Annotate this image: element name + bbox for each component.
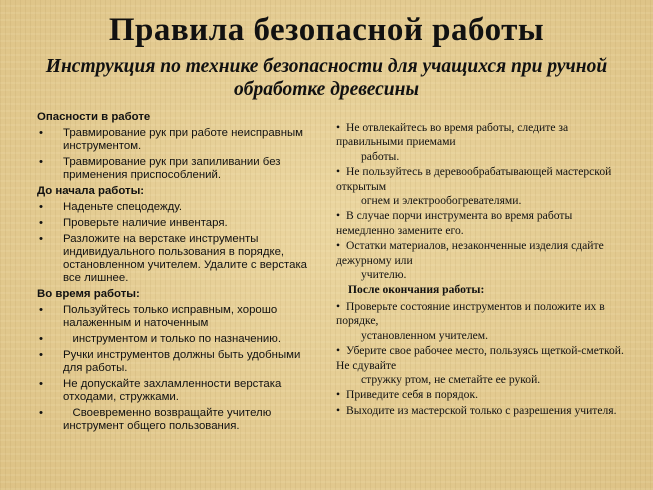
list-item	[37, 156, 317, 182]
bullet-list	[37, 304, 317, 433]
bullet-icon: •	[39, 349, 43, 361]
bullet-icon: •	[39, 333, 43, 345]
bullet-icon: •	[336, 403, 341, 417]
list-item-continuation: установленном учителем.	[361, 328, 488, 342]
list-item-text: Выходите из мастерской только с разрешения учителя.	[346, 403, 617, 417]
list-item-text: Приведите себя в порядок.	[346, 388, 478, 402]
bullet-icon: •	[39, 233, 43, 245]
list-item	[336, 209, 630, 238]
page-title: Правила безопасной работы	[108, 12, 545, 48]
bullet-icon: •	[39, 127, 43, 139]
list-item-text: Наденьте спецодежду.	[63, 201, 182, 213]
list-item-text: Травмирование рук при запиливании без применения приспособлений.	[63, 156, 284, 181]
list-item	[37, 304, 317, 330]
bullet-icon: •	[39, 304, 43, 316]
list-item-text: Не отвлекайтесь во время работы, следите за правильными приемами	[336, 121, 569, 149]
list-item	[37, 217, 317, 230]
list-item	[336, 344, 630, 387]
bullet-icon: •	[336, 121, 341, 134]
list-item-text: Своевременно возвращайте учителю инструмент общего пользования.	[63, 407, 275, 432]
right-column	[336, 121, 630, 419]
list-item-text: инструментом и только по назначению.	[63, 333, 282, 345]
list-item-text: Пользуйтесь только исправным, хорошо налаженным и наточенным	[63, 304, 281, 329]
list-item	[37, 233, 317, 285]
bullet-icon: •	[39, 156, 43, 168]
section-heading: Во время работы:	[37, 288, 140, 300]
list-item	[37, 349, 317, 375]
list-item	[336, 121, 630, 164]
list-item	[37, 378, 317, 404]
list-item	[336, 388, 630, 402]
page-subtitle: Инструкция по технике безопасности для учащихся при ручной обработке древесины	[45, 56, 608, 100]
list-item-text: Уберите свое рабочее место, пользуясь щеткой-сметкой. Не сдувайте	[336, 344, 624, 372]
list-item-text: Ручки инструментов должны быть удобными для работы.	[63, 349, 304, 374]
bullet-icon: •	[336, 165, 341, 179]
list-item	[37, 201, 317, 214]
bullet-icon: •	[336, 299, 341, 313]
list-item	[37, 127, 317, 153]
list-item-text: Проверьте наличие инвентаря.	[63, 217, 228, 229]
list-item	[336, 165, 630, 208]
list-item	[336, 300, 630, 343]
list-item-text: Не пользуйтесь в деревообрабатывающей мастерской открытым	[336, 165, 612, 193]
list-item-continuation: стружку ртом, не сметайте ее рукой.	[361, 372, 541, 386]
list-item	[37, 407, 317, 433]
bullet-icon: •	[39, 217, 43, 229]
bullet-list	[37, 201, 317, 285]
bullet-icon: •	[336, 239, 341, 253]
bullet-icon: •	[39, 407, 43, 419]
left-column	[37, 111, 317, 436]
bullet-list	[37, 127, 317, 182]
bullet-icon: •	[39, 201, 43, 213]
list-item	[37, 333, 317, 346]
list-item-text: Разложите на верстаке инструменты индивидуального пользования в порядке, остановленном учителем. Удалите с верстака все лишнее.	[63, 233, 311, 284]
bullet-icon: •	[336, 209, 341, 223]
list-item-continuation: огнем и электрообогревателями.	[361, 194, 522, 208]
list-item	[336, 239, 630, 282]
bullet-icon: •	[336, 388, 341, 402]
bullet-icon: •	[336, 344, 341, 358]
section-heading: До начала работы:	[37, 185, 145, 197]
bullet-icon: •	[39, 378, 43, 390]
list-item-text: Остатки материалов, незаконченные изделия сдайте дежурному или	[336, 239, 604, 267]
list-item-text: Травмирование рук при работе неисправным инструментом.	[63, 127, 307, 152]
list-item-continuation: работы.	[361, 149, 400, 163]
section-heading: Опасности в работе	[37, 111, 151, 123]
section-heading: После окончания работы:	[348, 283, 485, 297]
list-item	[336, 404, 630, 418]
list-item-text: Проверьте состояние инструментов и положите их в порядке,	[336, 299, 605, 328]
list-item-text: В случае порчи инструмента во время работы немедленно замените его.	[336, 209, 573, 237]
list-item-continuation: учителю.	[361, 268, 407, 282]
list-item-text: Не допускайте захламленности верстака отходами, стружками.	[63, 378, 285, 403]
